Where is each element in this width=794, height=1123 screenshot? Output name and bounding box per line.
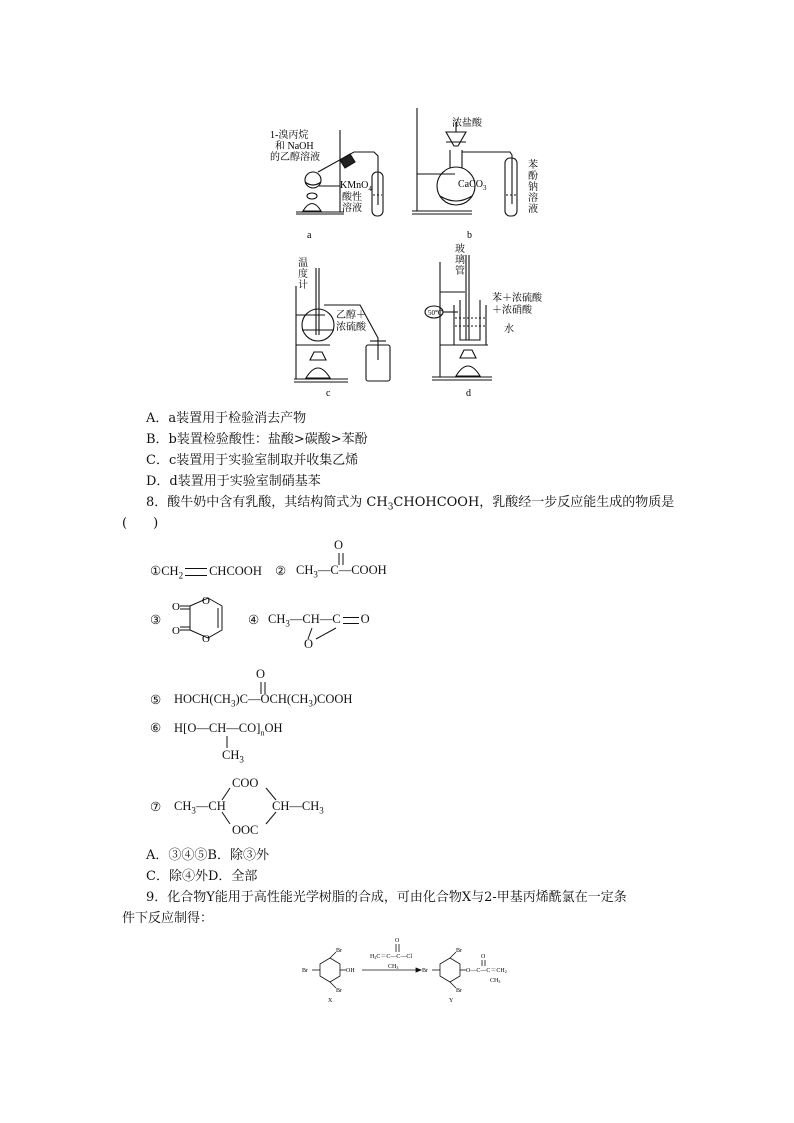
q8-struct-5: $HOCH(CH_3)C—OCH(CH_3)COOH$ [174, 692, 353, 709]
a-tube-kmno: KMnO$_4$ [340, 180, 372, 193]
q9-reaction-scheme [300, 930, 520, 1010]
svg-text:O: O [172, 625, 180, 637]
a-reagent-line1: 1-溴丙烷 [270, 130, 309, 141]
d-reagent-line2: ＋浓硝酸 [492, 305, 532, 316]
q8-struct-7-bonds [210, 786, 290, 826]
c-flask-line2: 浓硫酸 [336, 322, 366, 333]
svg-text:O: O [202, 595, 210, 607]
q8-struct-5-double-bond [258, 682, 268, 694]
svg-text:CH3: CH3 [388, 964, 399, 970]
svg-text:H2C＝C—C—Cl: H2C＝C—C—Cl [370, 954, 413, 960]
svg-text:O—C—C＝CH2: O—C—C＝CH2 [466, 968, 507, 974]
svg-text:X: X [328, 998, 333, 1004]
b-tube-c2: 酚 [528, 171, 538, 182]
b-tube-c4: 溶 [528, 193, 538, 204]
q8-struct-6-ch3: $CH_3$ [222, 748, 244, 765]
svg-text:Br: Br [456, 948, 462, 954]
svg-text:Br: Br [336, 988, 342, 994]
c-caption: c [326, 388, 331, 399]
svg-text:CH3: CH3 [490, 978, 501, 984]
b-tube-c5: 液 [528, 204, 538, 215]
svg-text:O: O [395, 938, 400, 944]
q8-struct-2-oxygen: O [334, 538, 344, 552]
d-water-label: 水 [504, 324, 514, 335]
q8-struct-5-oxygen: O [256, 667, 266, 681]
b-tube-c3: 钠 [528, 182, 538, 193]
a-tube-line2: 酸性 [342, 192, 362, 203]
q7-option-b: B．b装置检验酸性：盐酸>碳酸>苯酚 [146, 432, 368, 447]
q8-struct-6: $H[O—CH—CO]_nOH$ [174, 720, 283, 738]
q8-stem-line1: 8．酸牛奶中含有乳酸，其结构简式为 $CH_3CHOHCOOH$，乳酸经一步反应能生成的物质是 [146, 495, 675, 513]
d-tube-c1: 玻 [455, 244, 465, 255]
a-tube-line3: 溶液 [342, 203, 362, 214]
q8-struct-4-num: ④ [248, 613, 260, 627]
q8-struct-7-num: ⑦ [150, 800, 162, 814]
d-thermo-reading: 50℃ [428, 309, 443, 317]
q8-struct-1: $①CH_2$ CHCOOH [150, 564, 262, 581]
q8-struct-7-left: $CH_3—CH$ [174, 799, 226, 816]
q8-options-cd: C．除④外D．全部 [146, 869, 258, 884]
c-thermo-c2: 度 [298, 269, 308, 280]
q8-struct-7-right: $CH—CH_3$ [272, 799, 324, 816]
b-funnel-label: 浓盐酸 [452, 118, 482, 129]
a-reagent-line2: 和 NaOH [275, 141, 314, 152]
svg-text:O: O [202, 633, 210, 644]
c-flask-line1: 乙醇＋ [336, 310, 366, 321]
q9-stem-line1: 9．化合物Y能用于高性能光学树脂的合成，可由化合物X与2-甲基丙烯酰氯在一定条 [146, 890, 627, 905]
svg-text:Br: Br [422, 968, 428, 974]
q8-struct-5-num: ⑤ [150, 693, 162, 707]
d-tube-c2: 璃 [455, 255, 465, 266]
q8-struct-6-bond [224, 736, 230, 748]
d-tube-c3: 管 [455, 266, 465, 277]
b-tube-c1: 苯 [528, 160, 538, 171]
q8-struct-7-top: COO [232, 776, 259, 790]
q8-struct-6-num: ⑥ [150, 721, 162, 735]
svg-text:Br: Br [456, 988, 462, 994]
q8-struct-4: $CH_3—CH—C$ O [268, 612, 370, 629]
a-reagent-line3: 的乙醇溶液 [270, 152, 320, 163]
d-reagent-line1: 苯＋浓硫酸 [492, 293, 542, 304]
q8-struct-3-num: ③ [150, 613, 162, 627]
svg-text:O: O [481, 954, 486, 960]
d-caption: d [466, 388, 471, 399]
b-flask-label: CaCO$_3$ [458, 179, 487, 192]
q7-option-d: D．d装置用于实验室制硝基苯 [146, 474, 321, 489]
svg-text:O: O [172, 601, 180, 613]
q8-options-ab: A．③④⑤B．除③外 [146, 848, 269, 863]
q8-struct-2: $CH_3—C—COOH$ [296, 563, 387, 580]
q7-option-a: A．a装置用于检验消去产物 [146, 411, 307, 426]
q8-struct-2-double-bond [336, 553, 346, 565]
c-thermo-c3: 计 [298, 280, 308, 291]
svg-text:Br: Br [302, 968, 308, 974]
c-thermo-c1: 温 [298, 258, 308, 269]
q8-stem-line2: ( ) [122, 516, 159, 531]
q9-stem-line2: 件下反应制得： [122, 911, 214, 926]
q7-option-c: C．c装置用于实验室制取并收集乙烯 [146, 453, 359, 468]
q8-struct-3-ring [170, 592, 230, 644]
q8-struct-7-bottom: OOC [232, 823, 259, 837]
svg-text:Br: Br [336, 948, 342, 954]
q8-struct-4-ring-oxygen: O [304, 637, 314, 651]
svg-text:Y: Y [449, 998, 454, 1004]
a-caption: a [307, 230, 312, 241]
b-caption: b [467, 230, 472, 241]
svg-text:OH: OH [346, 968, 355, 974]
q8-struct-2-num: ② [275, 564, 287, 578]
apparatus-figure [0, 0, 794, 420]
q8-struct-4-ring-bonds [300, 626, 350, 644]
